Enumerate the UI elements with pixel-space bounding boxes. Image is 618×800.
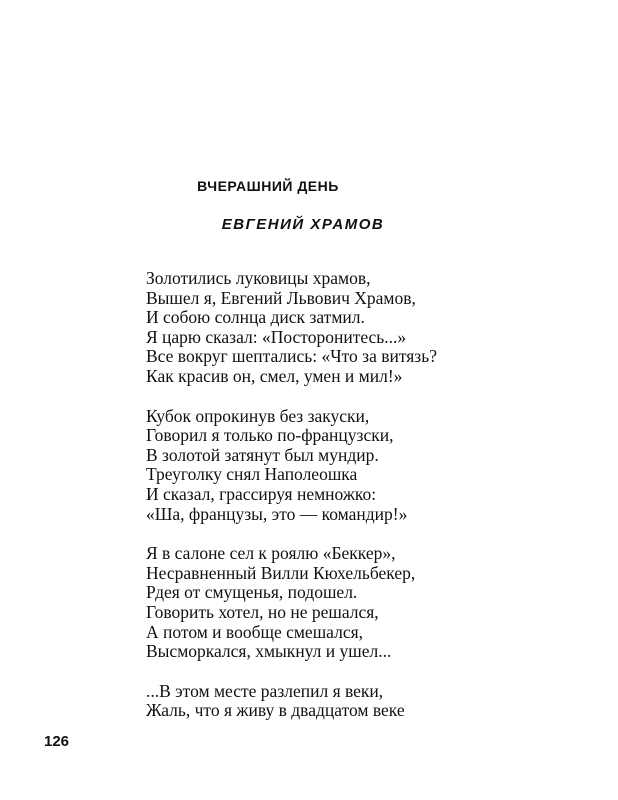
poem-line: И сказал, грассируя немножко: (146, 483, 377, 504)
poem-body (146, 269, 606, 721)
stanza-1 (146, 269, 606, 387)
poem-line: Треуголку снял Наполеошка (146, 464, 358, 485)
poem-line: Я царю сказал: «Посторонитесь...» (146, 326, 407, 347)
poem-line: Говорил я только по-французски, (146, 425, 394, 446)
stanza-2 (146, 407, 606, 525)
poem-line: Высморкался, хмыкнул и ушел... (146, 641, 392, 662)
page-number: 126 (44, 733, 70, 750)
poem-line: В золотой затянут был мундир. (146, 444, 379, 465)
poem-line: Все вокруг шептались: «Что за витязь? (146, 346, 437, 367)
poem-subtitle: ЕВГЕНИЙ ХРАМОВ (221, 216, 385, 233)
poem-line: А потом и вообще смешался, (146, 621, 364, 642)
poem-line: Как красив он, смел, умен и мил!» (146, 365, 403, 386)
poem-line: «Ша, французы, это — командир!» (146, 503, 408, 524)
poem-line: Кубок опрокинув без закуски, (146, 405, 370, 426)
poem-line: Говорить хотел, но не решался, (146, 601, 379, 622)
poem-line: Несравненный Вилли Кюхельбекер, (146, 562, 416, 583)
poem-title: ВЧЕРАШНИЙ ДЕНЬ (197, 178, 339, 194)
poem-line: Рдея от смущенья, подошел. (146, 582, 358, 603)
stanza-3 (146, 544, 606, 662)
stanza-4 (146, 682, 606, 721)
poem-line: Я в салоне сел к роялю «Беккер», (146, 543, 396, 564)
poem-line: Золотились луковицы храмов, (146, 268, 371, 288)
poem-line: И собою солнца диск затмил. (146, 307, 365, 328)
poem-line: ...В этом месте разлепил я веки, (146, 680, 384, 701)
poem-line: Вышел я, Евгений Львович Храмов, (146, 287, 416, 308)
poem-line: Жаль, что я живу в двадцатом веке (146, 700, 405, 721)
